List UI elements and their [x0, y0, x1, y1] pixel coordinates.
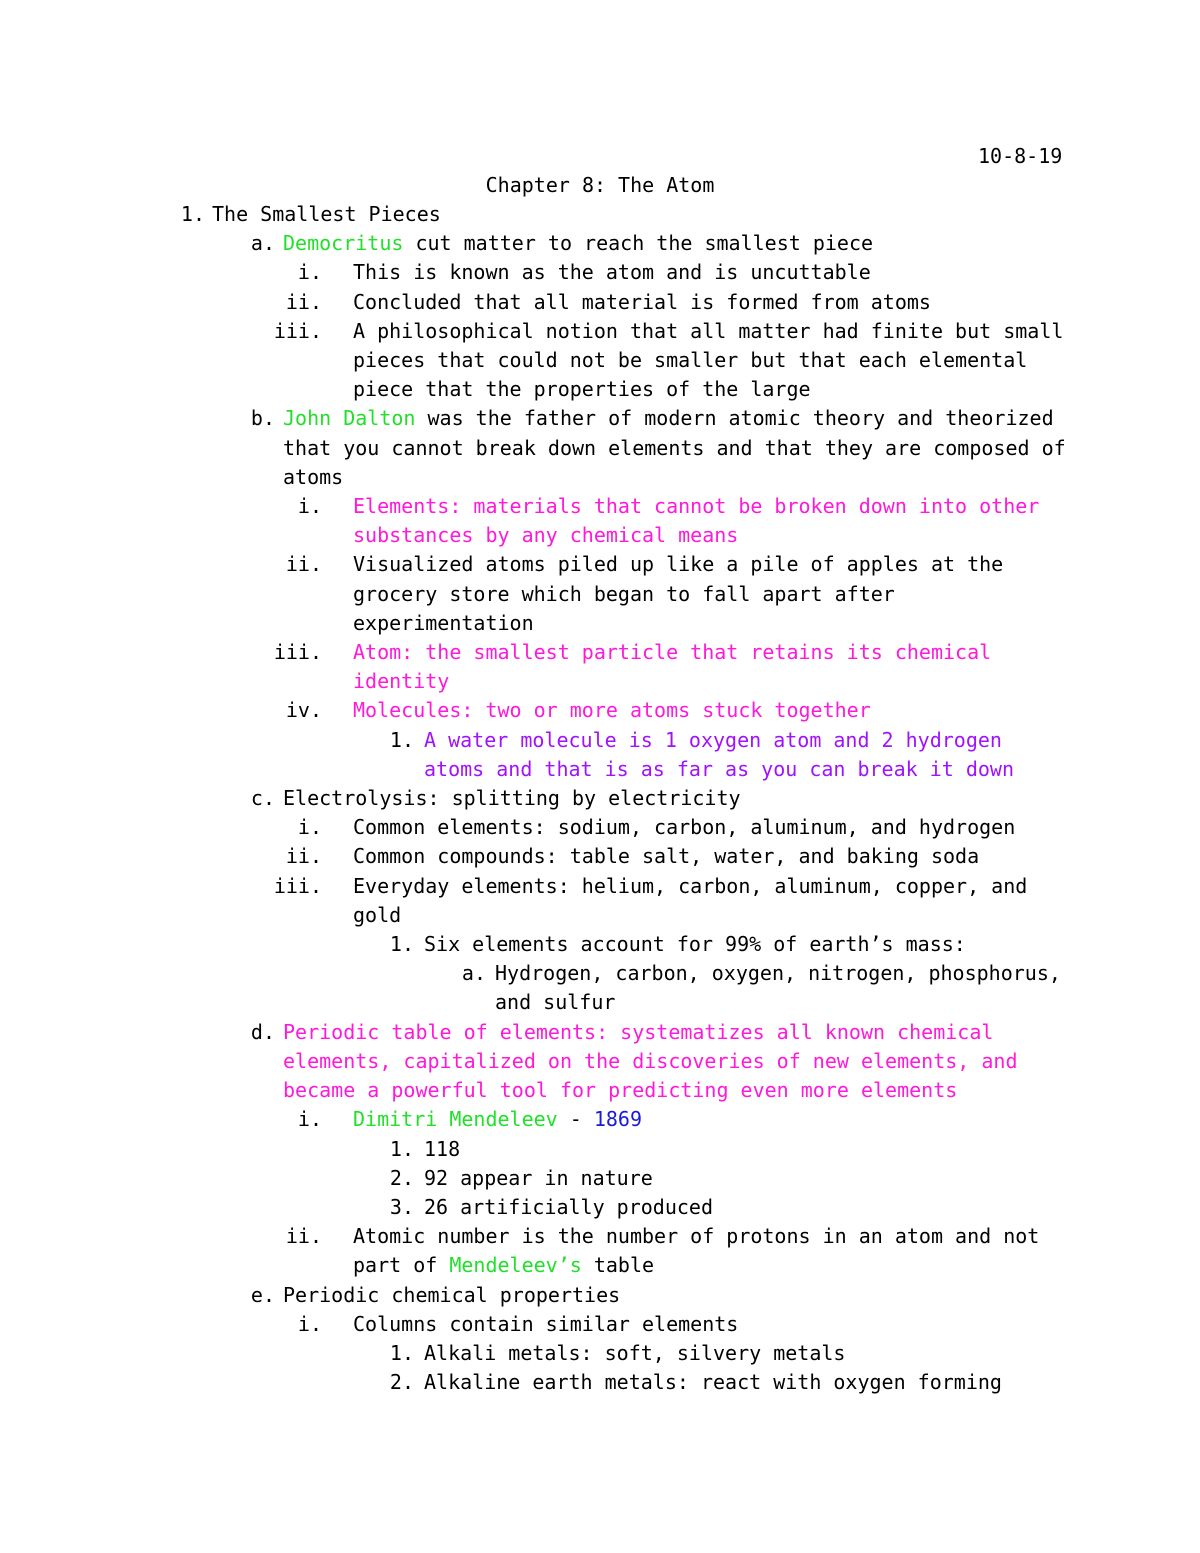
outline-line	[0, 1076, 1200, 1105]
text-segment: Columns contain similar elements	[353, 1311, 739, 1336]
outline-item	[0, 288, 1200, 317]
list-marker: i.	[297, 815, 322, 840]
list-marker: iii.	[273, 318, 322, 343]
outline-line	[0, 609, 1200, 638]
outline-line	[0, 375, 1200, 404]
outline-item	[0, 229, 1200, 258]
outline-item	[0, 258, 1200, 287]
text-segment: Electrolysis: splitting by electricity	[283, 786, 741, 811]
text-segment: Six elements account for 99% of earth’s mass:	[424, 932, 966, 957]
list-marker: 3.	[389, 1194, 414, 1219]
highlighted-text: Democritus	[283, 231, 404, 256]
outline-line	[0, 1135, 1200, 1164]
text-segment: grocery store which began to fall apart after	[353, 581, 895, 606]
outline-line	[0, 1105, 1200, 1134]
outline-item	[0, 726, 1200, 784]
text-segment: The Smallest Pieces	[212, 202, 441, 226]
list-marker: 2.	[389, 1165, 414, 1190]
text-segment: gold	[353, 902, 402, 927]
outline-item	[0, 1368, 1200, 1397]
outline-line	[0, 842, 1200, 871]
list-marker: ii.	[285, 1224, 322, 1249]
list-marker: d.	[250, 1019, 275, 1044]
text-segment: A philosophical notion that all matter had finite but small	[353, 318, 1064, 343]
outline-line	[0, 346, 1200, 375]
text-segment: was the father of modern atomic theory and theorized	[415, 406, 1054, 431]
text-segment: 118	[424, 1136, 461, 1161]
highlighted-text: elements, capitalized on the discoveries of new elements, and	[283, 1048, 1018, 1073]
list-marker: 1.	[180, 202, 205, 226]
text-segment: atoms	[283, 464, 344, 489]
highlighted-text: John Dalton	[283, 406, 416, 431]
outline-item	[0, 1310, 1200, 1339]
outline-line	[0, 988, 1200, 1017]
text-segment: 92 appear in nature	[424, 1165, 653, 1190]
outline-line	[0, 1339, 1200, 1368]
outline-line	[0, 1310, 1200, 1339]
outline-line	[0, 1164, 1200, 1193]
list-marker: 1.	[389, 1340, 414, 1365]
outline-line	[0, 550, 1200, 579]
outline-line	[0, 580, 1200, 609]
outline-line	[0, 959, 1200, 988]
outline-line	[0, 1222, 1200, 1251]
outline-line	[0, 1281, 1200, 1310]
outline-line	[0, 813, 1200, 842]
list-marker: 2.	[389, 1370, 414, 1395]
outline-line	[0, 784, 1200, 813]
text-segment: Periodic chemical properties	[283, 1282, 621, 1307]
highlighted-text: became a powerful tool for predicting even more elements	[283, 1078, 958, 1103]
outline-list	[0, 200, 1200, 1397]
list-marker: iii.	[273, 640, 322, 665]
text-segment: that you cannot break down elements and that they are composed of	[283, 435, 1066, 460]
text-segment: and sulfur	[495, 990, 616, 1015]
outline-item	[0, 1339, 1200, 1368]
text-segment: Everyday elements: helium, carbon, aluminum, copper, and	[353, 873, 1028, 898]
text-segment: Concluded that all material is formed from atoms	[353, 289, 931, 314]
outline-line	[0, 1251, 1200, 1280]
list-marker: iv.	[285, 698, 322, 723]
outline-line	[0, 901, 1200, 930]
list-marker: c.	[250, 786, 275, 811]
outline-item	[0, 1105, 1200, 1134]
highlighted-text: Elements: materials that cannot be broken down into other	[353, 494, 1040, 519]
outline-item	[0, 784, 1200, 813]
highlighted-text: Molecules: two or more atoms stuck together	[353, 698, 871, 723]
text-segment: pieces that could not be smaller but that each elemental	[353, 348, 1028, 373]
outline-line	[0, 872, 1200, 901]
outline-item	[0, 1222, 1200, 1280]
text-segment: experimentation	[353, 610, 534, 635]
page-title: Chapter 8: The Atom	[485, 173, 715, 197]
text-segment: Visualized atoms piled up like a pile of apples at the	[353, 552, 1004, 577]
list-marker: ii.	[285, 289, 322, 314]
outline-item	[0, 1193, 1200, 1222]
text-segment: part of	[353, 1253, 450, 1278]
text-segment: cut matter to reach the smallest piece	[403, 231, 874, 256]
outline-line	[0, 696, 1200, 725]
outline-line	[0, 1018, 1200, 1047]
list-marker: e.	[250, 1282, 275, 1307]
list-marker: b.	[250, 406, 275, 431]
outline-line	[0, 1047, 1200, 1076]
list-marker: i.	[297, 1311, 322, 1336]
text-segment: Alkali metals: soft, silvery metals	[424, 1340, 846, 1365]
outline-line	[0, 638, 1200, 667]
outline-item	[0, 492, 1200, 550]
outline-line	[0, 229, 1200, 258]
outline-line	[0, 1368, 1200, 1397]
highlighted-text: A water molecule is 1 oxygen atom and 2 hydrogen	[424, 727, 1002, 752]
outline-item	[0, 696, 1200, 725]
text-segment: table	[581, 1253, 655, 1278]
outline-item	[0, 200, 1200, 229]
outline-item	[0, 550, 1200, 638]
outline-item	[0, 638, 1200, 696]
list-marker: 1.	[389, 1136, 414, 1161]
outline-line	[0, 258, 1200, 287]
outline-line	[0, 492, 1200, 521]
list-marker: i.	[297, 1107, 322, 1132]
outline-item	[0, 813, 1200, 842]
text-segment: Atomic number is the number of protons in an atom and not	[353, 1224, 1040, 1249]
text-segment: Common elements: sodium, carbon, aluminum, and hydrogen	[353, 815, 1016, 840]
outline-line	[0, 1193, 1200, 1222]
outline-line	[0, 288, 1200, 317]
text-segment: Alkaline earth metals: react with oxygen forming	[424, 1370, 1002, 1395]
outline-line	[0, 726, 1200, 755]
list-marker: 1.	[389, 727, 414, 752]
outline-line	[0, 930, 1200, 959]
highlighted-text: Periodic table of elements: systematizes all known chemical	[283, 1019, 994, 1044]
text-segment: -	[557, 1107, 594, 1132]
note-date: 10-8-19	[978, 144, 1063, 168]
text-segment: 26 artificially produced	[424, 1194, 713, 1219]
outline-item	[0, 842, 1200, 871]
outline-item	[0, 959, 1200, 1017]
text-segment: Common compounds: table salt, water, and baking soda	[353, 844, 980, 869]
list-marker: iii.	[273, 873, 322, 898]
list-marker: a.	[250, 231, 275, 256]
outline-item	[0, 930, 1200, 959]
highlighted-text: substances by any chemical means	[353, 523, 739, 548]
outline-line	[0, 434, 1200, 463]
outline-line	[0, 667, 1200, 696]
outline-item	[0, 1281, 1200, 1310]
highlighted-text: Mendeleev’s	[449, 1253, 582, 1278]
list-marker: i.	[297, 260, 322, 285]
outline-line	[0, 404, 1200, 433]
highlighted-text: Dimitri Mendeleev	[353, 1107, 558, 1132]
outline-line	[0, 463, 1200, 492]
outline-line	[0, 317, 1200, 346]
outline-item	[0, 872, 1200, 930]
highlighted-text: 1869	[593, 1107, 642, 1132]
list-marker: a.	[461, 961, 486, 986]
outline-item	[0, 317, 1200, 405]
highlighted-text: atoms and that is as far as you can break it down	[424, 756, 1015, 781]
list-marker: i.	[297, 494, 322, 519]
list-marker: ii.	[285, 552, 322, 577]
outline-item	[0, 1018, 1200, 1106]
list-marker: 1.	[389, 932, 414, 957]
outline-item	[0, 1164, 1200, 1193]
outline-item	[0, 1135, 1200, 1164]
outline-line	[0, 755, 1200, 784]
list-marker: ii.	[285, 844, 322, 869]
text-segment: This is known as the atom and is uncuttable	[353, 260, 871, 285]
highlighted-text: identity	[353, 669, 450, 694]
highlighted-text: Atom: the smallest particle that retains its chemical	[353, 640, 992, 665]
outline-line	[0, 521, 1200, 550]
outline-item	[0, 404, 1200, 492]
text-segment: piece that the properties of the large	[353, 377, 811, 402]
text-segment: Hydrogen, carbon, oxygen, nitrogen, phosphorus,	[495, 961, 1061, 986]
